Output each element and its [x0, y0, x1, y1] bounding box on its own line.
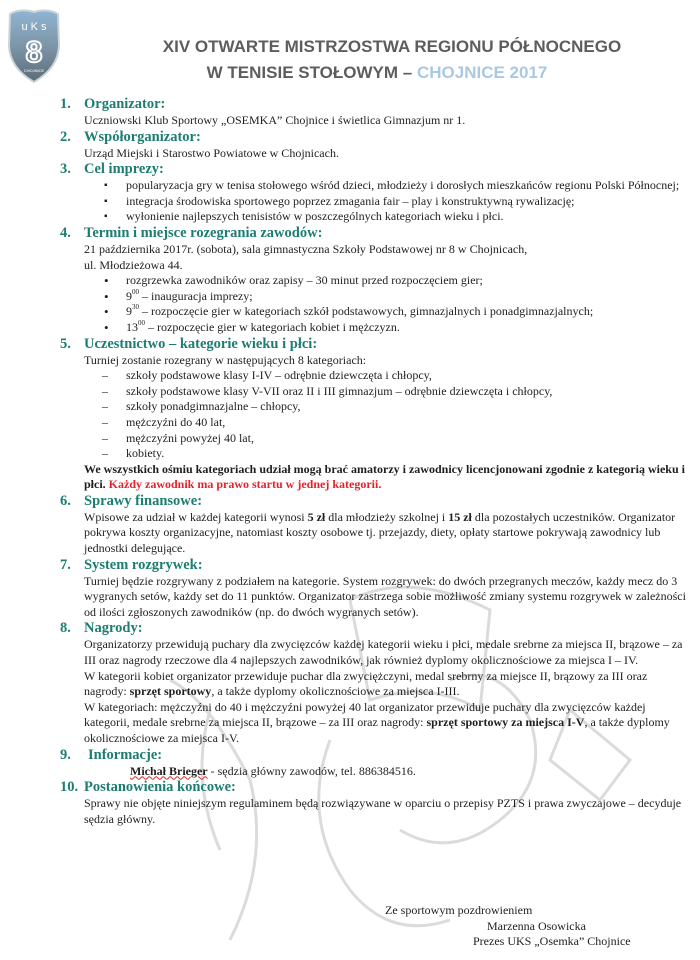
section-prizes: 8. Nagrody: Organizatorzy przewidują puchary dla zwycięzców każdej kategorii wieku i płci, medale srebrne za miejsca II, brązowe – za III oraz nagrody rzeczowe dla 4 najlepszych zawodników, jak również dyplomy okolicznościowe za miejsca I – IV. W kategorii kobiet organizator przewiduje puchar dla zwyciężczyni, medal srebrny za miejsce II, brązowy za III oraz nagrody: sprzęt sportowy, a także dyplomy okolicznościowe za miejsca I-III. W kategoriach: mężczyźni do 40 i mężczyźni powyżej 40 lat organizator przewiduje puchary dla zwycięzców każdej kategorii, medale srebrne za miejsca II, brązowe – za III oraz nagrody: sprzęt sportowy za miejsca I-V, a także dyplomy okolicznościowe za miejsca I-V. — [60, 620, 690, 746]
logo-city: CHOJNICE — [23, 68, 45, 73]
category-item: – szkoły podstawowe klasy I-IV – odrębnie dziewczęta i chłopcy, — [126, 368, 690, 384]
prizes-paragraph: Organizatorzy przewidują puchary dla zwycięzców każdej kategorii wieku i płci, medale srebrne za miejsca II, brązowe – za III oraz nagrody rzeczowe dla 4 najlepszych zawodników, jak również dyplomy okolicznościowe za miejsca I – IV. — [84, 637, 683, 668]
section-co-organizer: 2. Współorganizator: Urząd Miejski i Starostwo Powiatowe w Chojnicach. — [60, 129, 690, 162]
list-item: ▪ wyłonienie najlepszych tenisistów w poszczególnych kategoriach wieku i płci. — [126, 209, 690, 225]
section-heading: Cel imprezy: — [84, 161, 164, 178]
section-text: Sprawy nie objęte niniejszym regulaminem będą rozwiązywane w oparciu o przepisy PZTS i prawa zwyczajowe – decyduje sędzia główny. — [84, 796, 682, 826]
title-line-1: XIV OTWARTE MISTRZOSTWA REGIONU PÓŁNOCNEGO — [162, 37, 622, 56]
schedule-item: • $9^{30}$ – rozpoczęcie gier w kategoriach szkół podstawowych, gimnazjalnych i ponadgimnazjalnych; — [126, 304, 690, 320]
prizes-men: W kategoriach: mężczyźni do 40 i mężczyźni powyżej 40 lat organizator przewiduje puchary dla zwycięzców każdej kategorii, medale srebrne za miejsca II, brązowe – za III oraz nagrody: sprzęt sportowy za miejsca I-V, a także dyplomy okolicznościowe za miejsca I-V. — [84, 699, 670, 745]
schedule-item: • $9^{00}$ – inauguracja imprezy; — [126, 289, 690, 305]
section-text: Wpisowe za udział w każdej kategorii wynosi 5 zł dla młodzieży szkolnej i 15 zł dla pozostałych uczestników. Organizator pokrywa koszty organizacyjne, natomiast koszty osobowe tj. przejazdy, diety, opłaty startowe pokrywają zawodnicy lub jednostki delegujące. — [84, 509, 676, 556]
section-final-provisions: 10. Postanowienia końcowe: Sprawy nie objęte niniejszym regulaminem będą rozwiązywane w oparciu o przepisy PZTS i prawa zwyczajowe – decyduje sędzia główny. — [60, 779, 690, 827]
section-text: 21 października 2017r. (sobota), sala gimnastyczna Szkoły Podstawowej nr 8 w Chojnicach, — [84, 241, 528, 256]
section-heading: Informacje: — [88, 746, 163, 763]
list-item: ▪ popularyzacja gry w tenisa stołowego wśród dzieci, młodzieży i dorosłych mieszkańców regionu Polski Północnej; — [126, 178, 690, 194]
section-heading: Sprawy finansowe: — [84, 492, 203, 509]
schedule-item: • rozgrzewka zawodników oraz zapisy – 30 minut przed rozpoczęciem gier; — [126, 273, 690, 289]
section-system: 7. System rozgrywek: Turniej będzie rozgrywany z podziałem na kategorie. System rozgrywek: do dwóch przegranych meczów, każdy mecz do 3 wygranych setów, każdy set do 11 punktów. Organizator zastrzega sobie możliwość zmiany systemu rozgrywek w zależności od ilości zgłoszonych zawodników (np. do dwóch wygranych setów). — [60, 557, 690, 621]
signature-position: Prezes UKS „Osemka” Chojnice — [473, 934, 631, 949]
section-text: Turniej będzie rozgrywany z podziałem na kategorie. System rozgrywek: do dwóch przegranych meczów, każdy mecz do 3 wygranych setów, każdy set do 11 punktów. Organizator zastrzega sobie możliwość zmiany systemu rozgrywek w zależności od ilości zgłoszonych zawodników (np. do dwóch wygranych setów). — [84, 573, 686, 619]
category-item: – kobiety. — [126, 446, 690, 462]
logo-letters: u K s — [21, 21, 47, 33]
category-item: – szkoły podstawowe klasy V-VII oraz II i III gimnazjum – odrębnie dziewczęta i chłopcy, — [126, 384, 690, 400]
warning-note: Każdy zawodnik ma prawo startu w jednej kategorii. — [108, 477, 382, 492]
section-finances: 6. Sprawy finansowe: Wpisowe za udział w każdej kategorii wynosi 5 zł dla młodzieży szkolnej i 15 zł dla pozostałych uczestników. Organizator pokrywa koszty organizacyjne, natomiast koszty osobowe tj. przejazdy, diety, opłaty startowe pokrywają zawodnicy lub jednostki delegujące. — [60, 493, 690, 557]
referee-name: Michał Brieger — [130, 763, 208, 778]
section-heading: Postanowienia końcowe: — [84, 779, 236, 796]
section-information: 9. Informacje: Michał Brieger - sędzia główny zawodów, tel. 886384516. — [60, 747, 690, 780]
section-text: Urząd Miejski i Starostwo Powiatowe w Chojnicach. — [84, 145, 339, 160]
referee-info: Michał Brieger - sędzia główny zawodów, tel. 886384516. — [130, 763, 416, 778]
category-item: – mężczyźni powyżej 40 lat, — [126, 431, 690, 447]
signature-block — [385, 903, 631, 950]
document-title — [0, 34, 700, 86]
section-participation: 5. Uczestnictwo – kategorie wieku i płci: Turniej zostanie rozegrany w następujących 8 kategoriach: – szkoły podstawowe klasy I-IV – odrębnie dziewczęta i chłopcy, – szkoły podstawowe klasy V-VII oraz II i III gimnazjum – odrębnie dziewczęta i chłopcy, – szkoły ponadgimnazjalne – chłopcy, – mężczyźni do 40 lat, – mężczyźni powyżej 40 lat, – kobiety. We wszystkich ośmiu kategoriach udział mogą brać amatorzy i zawodnicy licencjonowani zgodnie z kategorią wieku i płci. Każdy zawodnik ma prawo startu w jednej kategorii. — [60, 336, 690, 493]
title-line-2: W TENISIE STOŁOWYM – CHOJNICE 2017 — [206, 63, 548, 82]
list-item: ▪ integracja środowiska sportowego poprzez zmagania fair – play i konstruktywną rywalizację; — [126, 194, 690, 210]
prizes-women: W kategorii kobiet organizator przewiduje puchar dla zwyciężczyni, medal srebrny za miejsce II, brązowy za III oraz nagrody: sprzęt sportowy, a także dyplomy okolicznościowe za miejsca I-III. — [84, 668, 648, 699]
category-item: – mężczyźni do 40 lat, — [126, 415, 690, 431]
section-heading: Uczestnictwo – kategorie wieku i płci: — [84, 335, 318, 352]
section-heading: Nagrody: — [84, 620, 143, 637]
section-heading: Współorganizator: — [84, 128, 201, 145]
schedule-item: • $13^{00}$ – rozpoczęcie gier w kategoriach kobiet i mężczyzn. — [126, 320, 690, 336]
logo-number: 8 — [25, 36, 43, 69]
title-accent: CHOJNICE 2017 — [416, 63, 548, 82]
signature-name: Marzenna Osowicka — [487, 918, 586, 933]
participation-note: We wszystkich ośmiu kategoriach udział mogą brać amatorzy i zawodnicy licencjonowani zgodnie z kategorią wieku i płci. Każdy zawodnik ma prawo startu w jednej kategorii. — [84, 461, 685, 492]
document-body — [60, 96, 690, 827]
signature-greeting: Ze sportowym pozdrowieniem — [385, 903, 533, 917]
section-purpose: 3. Cel imprezy: ▪ popularyzacja gry w tenisa stołowego wśród dzieci, młodzieży i dorosłych mieszkańców regionu Polski Północnej; ▪ integracja środowiska sportowego poprzez zmagania fair – play i konstruktywną rywalizację; ▪ wyłonienie najlepszych tenisistów w poszczególnych kategoriach wieku i płci. — [60, 161, 690, 225]
section-heading: System rozgrywek: — [84, 556, 203, 573]
section-organizer: 1. Organizator: Uczniowski Klub Sportowy „OSEMKA” Chojnice i świetlica Gimnazjum nr 1. — [60, 96, 690, 129]
section-heading: Organizator: — [84, 96, 166, 112]
section-date-place: 4. Termin i miejsce rozegrania zawodów: 21 października 2017r. (sobota), sala gimnastyczna Szkoły Podstawowej nr 8 w Chojnicach, ul. Młodzieżowa 44. • rozgrzewka zawodników oraz zapisy – 30 minut przed rozpoczęciem gier; • $9^{00}$ – inauguracja imprezy; • $9^{30}$ – rozpoczęcie gier w kategoriach szkół podstawowych, gimnazjalnych i ponadgimnazjalnych; • $13^{00}$ – rozpoczęcie gier w kategoriach kobiet i mężczyzn. — [60, 225, 690, 336]
section-text: Uczniowski Klub Sportowy „OSEMKA” Chojnice i świetlica Gimnazjum nr 1. — [84, 113, 466, 127]
section-heading: Termin i miejsce rozegrania zawodów: — [84, 224, 323, 241]
address-text: ul. Młodzieżowa 44. — [84, 257, 183, 272]
section-text: Turniej zostanie rozegrany w następujących 8 kategoriach: — [84, 352, 367, 367]
category-item: – szkoły ponadgimnazjalne – chłopcy, — [126, 399, 690, 415]
